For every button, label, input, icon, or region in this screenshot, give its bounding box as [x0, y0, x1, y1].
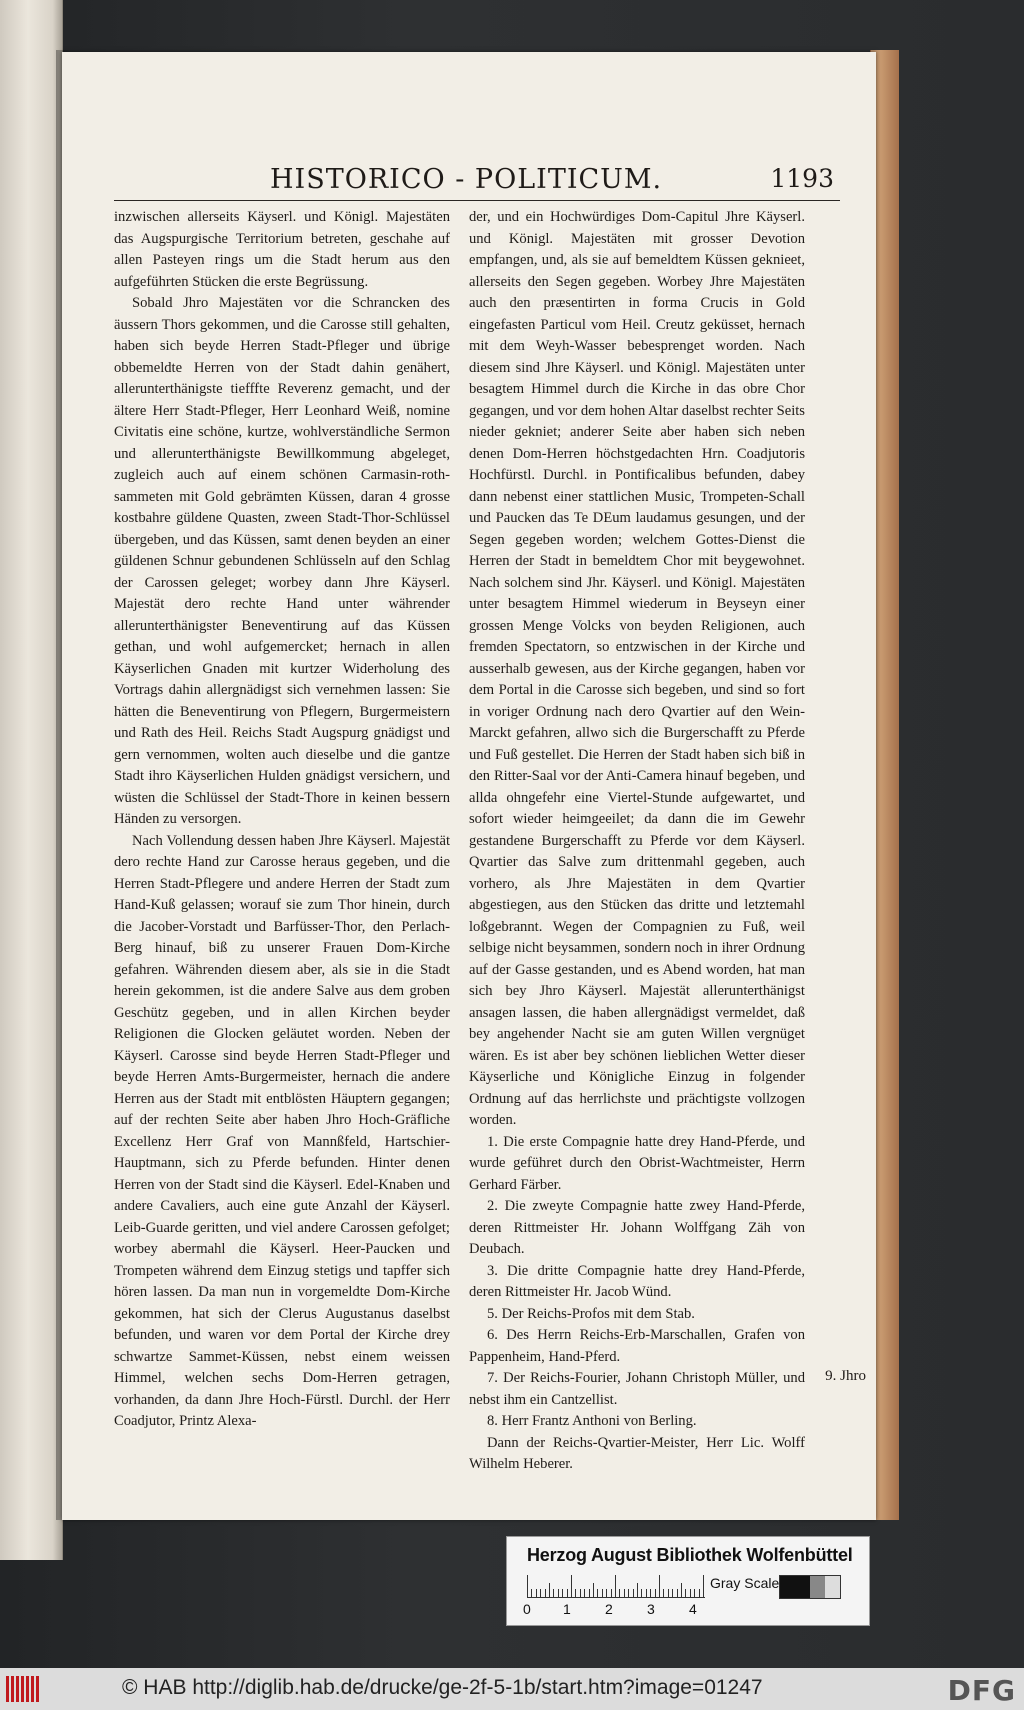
ruler-tick: [593, 1583, 594, 1597]
ruler-tick: [558, 1589, 559, 1597]
text-columns: [114, 207, 840, 1472]
book-page: [62, 52, 876, 1520]
ruler-tick: [580, 1589, 581, 1597]
ruler-tick: [527, 1575, 528, 1597]
ruler-tick: [628, 1589, 629, 1597]
list-item: Dann der Reichs-Qvartier-Meister, Herr Lic. Wolff Wilhelm Heberer.: [469, 1434, 805, 1472]
grayscale-label: Gray Scale: [710, 1575, 780, 1591]
ruler-tick: [606, 1589, 607, 1597]
ruler-tick: [584, 1589, 585, 1597]
list-item: 3. Die dritte Compagnie hatte drey Hand-Pferde, deren Rittmeister Hr. Jacob Wünd.: [469, 1262, 805, 1300]
grayscale-swatch: [779, 1575, 841, 1599]
ruler-tick: [536, 1589, 537, 1597]
list-item: 6. Des Herrn Reichs-Erb-Marschallen, Grafen von Pappenheim, Hand-Pferd.: [469, 1327, 805, 1365]
list-item: 8. Herr Frantz Anthoni von Berling.: [487, 1413, 697, 1429]
ruler-tick: [589, 1589, 590, 1597]
ruler-tick: [567, 1589, 568, 1597]
ruler-tick: [685, 1589, 686, 1597]
library-color-card: [506, 1536, 870, 1626]
hab-logo-icon: [6, 1676, 46, 1702]
ruler-tick: [690, 1589, 691, 1597]
left-column: [114, 207, 450, 1433]
ruler-tick: [663, 1589, 664, 1597]
ruler-tick: [624, 1589, 625, 1597]
ruler-tick: [575, 1589, 576, 1597]
ruler-tick: [611, 1589, 612, 1597]
ruler-tick: [659, 1575, 660, 1597]
paragraph: Nach Vollendung dessen haben Jhre Käyserl. Majestät dero rechte Hand zur Carosse heraus gegeben, und die Herren Stadt-Pflegere und andere Herren der Stadt zum Hand-Kuß gelassen; worauf sie zum Thor hinein, durch die Jacober-Vorstadt und Barfüsser-Thor, den Perlach-Berg hinauf, biß zu unserer Frauen Dom-Kirche gefahren. Währenden diesem aber, als sie in die Stadt herein gekommen, ist die andere Salve aus dem groben Geschütz gegeben, und in allen Kirchen beyder Religionen die Glocken geläutet worden. Neben der Käyserl. Carosse sind beyde Herren Stadt-Pfleger und beyde Herren Amts-Burgermeister, hernach die andere Herren aus der Stadt mit entblösten Häuptern gegangen; auf der rechten Seite aber haben Jhro Hoch-Gräfliche Excellenz Herr Graf von Mannßfeld, Hartschier-Hauptmann, sich zu Pferde befunden. Hinter denen Herren von der Stadt sind die Käyserl. Edel-Knaben und andere Cavaliers, auch eine gute Anzahl der Käyserl. Leib-Guarde geritten, und viel andere Carossen gefolget; worbey abermahl die Käyserl. Heer-Paucken und Trompeten während dem Einzug stetigs und tapffer sich hören lassen. Da man nun in vorgemeldte Dom-Kirche gekommen, hat sich der Clerus Augustanus daselbst befunden, und waren vor dem Portal der Kirche drey schwartze Sammet-Küssen, nebst einem weissen Himmel, welchen sechs Dom-Herren getragen, vorhanden, da dann Jhre Hoch-Fürstl. Durchl. der Herr Coadjutor, Printz Alexa-: [114, 832, 450, 1429]
ruler-tick: [553, 1589, 554, 1597]
list-item: 2. Die zweyte Compagnie hatte zwey Hand-Pferde, deren Rittmeister Hr. Johann Wolffgang Zäh von Deubach.: [469, 1198, 805, 1257]
ruler-tick: [677, 1589, 678, 1597]
footer-bar: [0, 1668, 1024, 1710]
ruler-tick: [699, 1589, 700, 1597]
ruler-tick: [655, 1589, 656, 1597]
list-item: 5. Der Reichs-Profos mit dem Stab.: [487, 1305, 695, 1322]
running-title: HISTORICO - POLITICUM.: [270, 164, 663, 195]
ruler-tick: [703, 1575, 704, 1597]
ruler-tick: [602, 1589, 603, 1597]
ruler-number: 0: [523, 1601, 531, 1617]
scale-ruler: [527, 1573, 705, 1598]
ruler-tick: [545, 1589, 546, 1597]
ruler-tick: [637, 1583, 638, 1597]
ruler-tick: [619, 1589, 620, 1597]
ruler-tick: [531, 1589, 532, 1597]
ruler-number: 2: [605, 1601, 613, 1617]
ruler-tick: [641, 1589, 642, 1597]
catchword: 9. Jhro: [825, 1368, 866, 1384]
left-page-edge: [0, 0, 63, 1560]
ruler-tick: [668, 1589, 669, 1597]
ruler-tick: [646, 1589, 647, 1597]
ruler-tick: [615, 1575, 616, 1597]
paragraph: inzwischen allerseits Käyserl. und Königl. Majestäten das Augspurgische Territorium betreten, geschahe auf allen Pasteyen rings um die Stadt herum aus den aufgeführten Stücken die erste Begrüssung.: [114, 209, 450, 290]
ruler-tick: [562, 1589, 563, 1597]
ruler-tick: [633, 1589, 634, 1597]
ruler-tick: [549, 1583, 550, 1597]
ruler-number: 1: [563, 1601, 571, 1617]
right-column: [469, 207, 805, 1476]
list-item: 1. Die erste Compagnie hatte drey Hand-Pferde, und wurde geführet durch den Obrist-Wachtmeister, Herrn Gerhard Färber.: [469, 1133, 805, 1193]
ruler-tick: [597, 1589, 598, 1597]
ruler-tick: [672, 1589, 673, 1597]
ruler-tick: [650, 1589, 651, 1597]
library-card-title: Herzog August Bibliothek Wolfenbüttel: [527, 1545, 853, 1565]
paragraph: der, und ein Hochwürdiges Dom-Capitul Jhre Käyserl. und Königl. Majestäten mit grosser Devotion empfangen, und, als sie auf bemeldtem Küssen geknieet, allerseits den Segen gegeben. Worbey Jhre Majestäten auch den præsentirten in forma Crucis in Gold eingefasten Particul vom Heil. Creutz geküsset, hernach mit dem Weyh-Wasser bebesprenget worden. Nach diesem sind Jhre Käyserl. und Königl. Majestäten unter besagtem Himmel durch die Kirche in das obre Chor gegangen, und vor dem hohen Altar daselbst rechter Seits nieder gekniet; anderer Seite aber haben sich neben denen Dom-Herren höchstgedachten Hrn. Coadjutoris Hochfürstl. Durchl. in Pontificalibus befunden, dabey dann nebenst einer stattlichen Music, Trompeten-Schall und Paucken das Te DEum laudamus gesungen, und der Segen gegeben worden; welchem Gottes-Dienst die Herren der Stadt in bemeldtem Chor mit beygewohnet. Nach solchem sind Jhr. Käyserl. und Königl. Majestäten unter besagtem Himmel wiederum in Beyseyn einer grossen Menge Volcks von beyden Religionen, auch fremden Spectatorn, so entzwischen in der Kirche und ausserhalb gewesen, aus der Kirche gegangen, haben vor dem Portal in die Carosse sich begeben, und sind so fort in voriger Ordnung nach dero Qvartier auf den Wein-Marckt gefahren, allwo sich die Burgerschafft zu Pferde und Fuß gestellet. Die Herren der Stadt haben sich biß in den Ritter-Saal vor der Anti-Camera hinauf begeben, und allda ohngefehr eine Viertel-Stunde aufgewartet, und sofort wieder heimgeeilet; da dann die im Gewehr gestandene Burgerschafft zu Pferde vor dem Käyserl. Qvartier das Salve zum drittenmahl gegeben, auch vorhero, als Jhre Majestäten in dem Qvartier abgestiegen, aus den Stücken das dritte und letztemahl loßgebrannt. Wegen der Compagnien zu Fuß, weil selbige nicht beysammen, sondern noch in ihrer Ordnung auf der Gasse gestanden, und es Abend worden, hat man sich bey Jhro Käyserl. Majestät allerunterthänigst ansagen lassen, die haben allergnädigst vermeldet, daß bey angehender Nacht sie am guten Willen vergnüget wären. Es ist aber bey schönen lieblichen Wetter dieser Käyserliche und Königliche Einzug in folgender Ordnung auf das herrlichste und prächtigste vollzogen worden.: [469, 209, 805, 1128]
dfg-logo: DFG: [947, 1674, 1016, 1707]
page-number: 1193: [770, 164, 834, 193]
paragraph: Sobald Jhro Majestäten vor die Schrancken des äussern Thors gekommen, und die Carosse still gehalten, haben sich beyde Herren Stadt-Pfleger und übrige obbemeldte Herren von der Stadt dahin genähert, allerunterthänigste tiefffte Reverenz gemacht, und der ältere Herr Stadt-Pfleger, Herr Leonhard Weiß, nomine Civitatis eine schöne, kurtze, wohlverständliche Sermon und allerunterthänigste Bewillkommung abgeleget, zugleich auch auf einem schönen Carmasin-roth-sammeten mit Gold gebrämten Küssen, daran 4 grosse kostbahre güldene Quasten, zween Stadt-Thor-Schlüssel übergeben, und das Küssen, samt denen beyden an einer güldenen Schnur gebundenen Schlüsseln auf den Schlag der Carossen geleget; worbey dann Jhre Käyserl. Majestät dero rechte Hand unter währender allerunterthänigster Beneventirung auf das Küssen gethan, und wohl aufgemercket; hernach in allen Käyserlichen Gnaden mit kurtzer Widerholung des Vortrags dahin allergnädigst sich vernehmen lassen: Sie hätten die Beneventirung von Pflegern, Burgermeistern und Rath des Heil. Reichs Stadt Augspurg gnädigst und gern vernommen, wolten auch dieselbe und die gantze Stadt ihro Käyserlichen Hulden gnädigst versichern, und wüsten die Schlüssel der Stadt-Thore in keinen bessern Händen zu versorgen.: [114, 295, 450, 827]
ruler-tick: [571, 1575, 572, 1597]
ruler-tick: [540, 1589, 541, 1597]
ruler-tick: [681, 1583, 682, 1597]
list-item: 7. Der Reichs-Fourier, Johann Christoph Müller, und nebst ihm ein Cantzellist.: [469, 1370, 805, 1408]
running-head: [114, 160, 840, 201]
ruler-tick: [694, 1589, 695, 1597]
ruler-number: 3: [647, 1601, 655, 1617]
ruler-number: 4: [689, 1601, 697, 1617]
page-text-block: [114, 160, 840, 1472]
source-link[interactable]: © HAB http://diglib.hab.de/drucke/ge-2f-5-1b/start.htm?image=01247: [122, 1676, 763, 1699]
